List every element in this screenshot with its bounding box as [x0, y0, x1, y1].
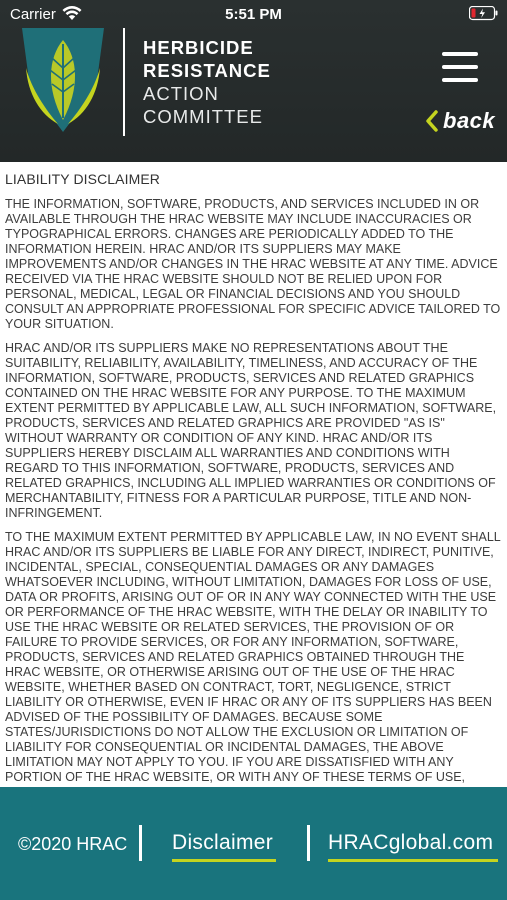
footer-divider: [139, 825, 142, 861]
website-link[interactable]: HRACglobal.com: [328, 831, 494, 854]
disclaimer-content[interactable]: [0, 162, 507, 787]
carrier-label: Carrier: [10, 6, 56, 23]
status-time: 5:51 PM: [225, 6, 282, 23]
back-label: back: [443, 108, 496, 133]
copyright-label: ©2020 HRAC: [18, 834, 128, 854]
battery-icon: [469, 6, 499, 25]
org-name-line: COMMITTEE: [143, 106, 263, 127]
logo-divider: [123, 28, 125, 136]
disclaimer-link-underline: [172, 859, 276, 862]
footer-divider: [307, 825, 310, 861]
page-title: LIABILITY DISCLAIMER: [5, 171, 161, 187]
chevron-left-icon: [425, 110, 439, 138]
hrac-leaf-logo-icon: [18, 28, 108, 132]
disclaimer-paragraph: THE INFORMATION, SOFTWARE, PRODUCTS, AND SERVICES INCLUDED IN OR AVAILABLE THROUGH THE HRAC WEBSITE MAY INCLUDE INACCURACIES OR TYPOGRAPHICAL ERRORS. CHANGES ARE PERIODICALLY ADDED TO THE INFORMATION HEREIN. HRAC AND/OR ITS SUPPLIERS MAY MAKE IMPROVEMENTS AND/OR CHANGES IN THE HRAC WEBSITE AT ANY TIME. ADVICE RECEIVED VIA THE HRAC WEBSITE SHOULD NOT BE RELIED UPON FOR PERSONAL, MEDICAL, LEGAL OR FINANCIAL DECISIONS AND YOU SHOULD CONSULT AN APPROPRIATE PROFESSIONAL FOR SPECIFIC ADVICE TAILORED TO YOUR SITUATION.: [5, 197, 501, 331]
org-name-line: ACTION: [143, 83, 219, 104]
disclaimer-paragraph: HRAC AND/OR ITS SUPPLIERS MAKE NO REPRESENTATIONS ABOUT THE SUITABILITY, RELIABILITY, AVAILABILITY, TIMELINESS, AND ACCURACY OF THE INFORMATION, SOFTWARE, PRODUCTS, SERVICES AND RELATED GRAPHICS CONTAINED ON THE HRAC WEBSITE FOR ANY PURPOSE. TO THE MAXIMUM EXTENT PERMITTED BY APPLICABLE LAW, ALL SUCH INFORMATION, SOFTWARE, PRODUCTS, SERVICES AND RELATED GRAPHICS ARE PROVIDED "AS IS" WITHOUT WARRANTY OR CONDITION OF ANY KIND. HRAC AND/OR ITS SUPPLIERS HEREBY DISCLAIM ALL WARRANTIES AND CONDITIONS WITH REGARD TO THIS INFORMATION, SOFTWARE, PRODUCTS, SERVICES AND RELATED GRAPHICS, INCLUDING ALL IMPLIED WARRANTIES OR CONDITIONS OF MERCHANTABILITY, FITNESS FOR A PARTICULAR PURPOSE, TITLE AND NON-INFRINGEMENT.: [5, 341, 497, 520]
hamburger-menu-icon[interactable]: [442, 52, 480, 82]
org-name-line: RESISTANCE: [143, 60, 271, 81]
status-bar: [0, 0, 507, 28]
disclaimer-link[interactable]: Disclaimer: [172, 831, 274, 854]
website-link-underline: [328, 859, 498, 862]
app-footer: [0, 787, 507, 900]
org-name: [143, 36, 271, 128]
disclaimer-paragraph: TO THE MAXIMUM EXTENT PERMITTED BY APPLICABLE LAW, IN NO EVENT SHALL HRAC AND/OR ITS SUPPLIERS BE LIABLE FOR ANY DIRECT, INDIRECT, PUNITIVE, INCIDENTAL, SPECIAL, CONSEQUENTIAL DAMAGES OR ANY DAMAGES WHATSOEVER INCLUDING, WITHOUT LIMITATION, DAMAGES FOR LOSS OF USE, DATA OR PROFITS, ARISING OUT OF OR IN ANY WAY CONNECTED WITH THE USE OR PERFORMANCE OF THE HRAC WEBSITE, WITH THE DELAY OR INABILITY TO USE THE HRAC WEBSITE OR RELATED SERVICES, THE PROVISION OF OR FAILURE TO PROVIDE SERVICES, OR FOR ANY INFORMATION, SOFTWARE, PRODUCTS, SERVICES AND RELATED GRAPHICS OBTAINED THROUGH THE HRAC WEBSITE, OR OTHERWISE ARISING OUT OF THE USE OF THE HRAC WEBSITE, WHETHER BASED ON CONTRACT, TORT, NEGLIGENCE, STRICT LIABILITY OR OTHERWISE, EVEN IF HRAC OR ANY OF ITS SUPPLIERS HAS BEEN ADVISED OF THE POSSIBILITY OF DAMAGES. BECAUSE SOME STATES/JURISDICTIONS DO NOT ALLOW THE EXCLUSION OR LIMITATION OF LIABILITY FOR CONSEQUENTIAL OR INCIDENTAL DAMAGES, THE ABOVE LIMITATION MAY NOT APPLY TO YOU. IF YOU ARE DISSATISFIED WITH ANY PORTION OF THE HRAC WEBSITE, OR WITH ANY OF THESE TERMS OF USE,: [5, 530, 501, 784]
org-name-line: HERBICIDE: [143, 37, 254, 58]
app-header: [0, 0, 507, 162]
